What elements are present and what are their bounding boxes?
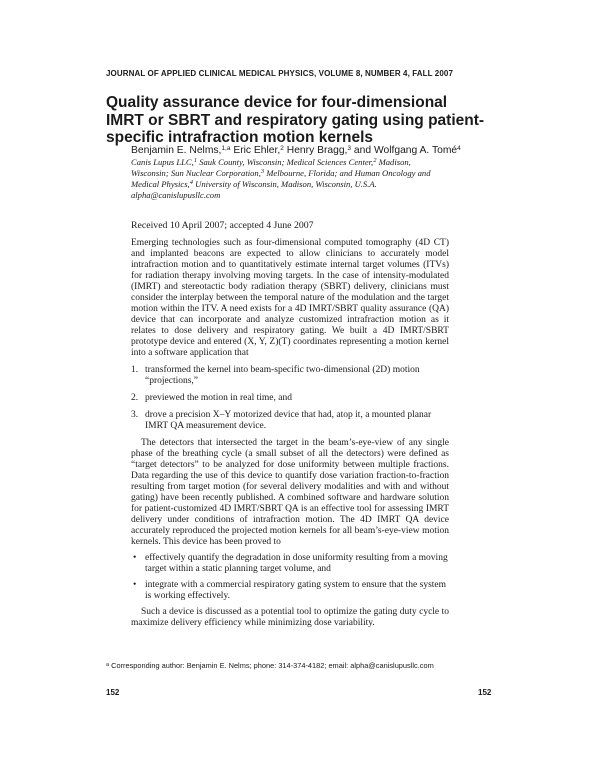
author-affiliation-marker: 3	[347, 145, 352, 152]
list-number: 1.	[131, 365, 139, 375]
bullet-icon: •	[133, 553, 137, 563]
numbered-list	[131, 365, 449, 432]
affiliations	[131, 157, 461, 201]
footnote-marker: a	[106, 662, 110, 668]
author-name: Henry Bragg,	[283, 145, 348, 156]
abstract-paragraph-1: Emerging technologies such as four-dimensional computed tomography (4D CT) and implanted beacons are expected to allow clinicians to accurately model intrafraction motion and to quantitatively estimate internal target volumes (ITVs) for radiation therapy involving moving targets. In the case of intensity-modulated (IMRT) and stereotactic body radiation therapy (SBRT) delivery, clinicians must consider the interplay between the temporal nature of the modulation and the target motion within the ITV. A need exists for a 4D IMRT/SBRT quality assurance (QA) device that can incorporate and analyze customized intrafraction motion as it relates to dose delivery and respiratory gating. We built a 4D IMRT/SBRT prototype device and entered (X, Y, Z)(T) coordinates representing a motion kernel into a software application that	[131, 238, 449, 358]
list-item-text: transformed the kernel into beam-specific two-dimensional (2D) motion “projections,”	[145, 365, 420, 386]
affiliation-marker: 1	[193, 157, 198, 164]
affiliation-line	[131, 157, 461, 168]
list-item	[131, 553, 449, 575]
affiliation-marker: 4	[189, 179, 193, 186]
author-name: Benjamin E. Nelms,	[131, 145, 222, 156]
author-name: Eric Ehler,	[230, 145, 281, 156]
author-affiliation-marker: 2	[280, 145, 284, 152]
affiliation-text: Medical Physics,	[131, 179, 190, 189]
affiliation-marker: 2	[373, 157, 377, 164]
list-number: 3.	[131, 410, 139, 420]
affiliation-text: Sauk County, Wisconsin; Medical Sciences Center,	[197, 157, 374, 167]
affiliation-marker: 3	[260, 168, 265, 175]
article-title: Quality assurance device for four-dimensional IMRT or SBRT and respiratory gating using patient-specific intrafraction motion kernels	[106, 94, 485, 146]
list-item	[131, 410, 449, 432]
affiliation-text: Madison,	[376, 157, 411, 167]
author-list	[131, 145, 471, 156]
footnote	[106, 661, 486, 670]
abstract-paragraph-2: The detectors that intersected the target in the beam’s-eye-view of any single phase of the breathing cycle (a small subset of all the detectors) were defined as “target detectors” to be analyzed for dose uniformity between multiple fractions. Data regarding the use of this device to quantify dose variation fraction-to-fraction resulting from target motion (for several delivery modalities and with and without gating) have been recently published. A combined software and hardware solution for patient-customized 4D IMRT/SBRT QA is an effective tool for assessing IMRT delivery under conditions of intrafraction motion. The 4D IMRT QA device accurately reproduced the projected motion kernels for all beam’s-eye-view motion kernels. This device has been proved to	[131, 438, 449, 547]
list-item-text: integrate with a commercial respiratory gating system to ensure that the system is working effectively.	[145, 580, 447, 601]
journal-running-header: JOURNAL OF APPLIED CLINICAL MEDICAL PHYSICS, VOLUME 8, NUMBER 4, FALL 2007	[106, 69, 454, 78]
affiliation-text: Melbourne, Florida; and Human Oncology and	[264, 168, 431, 178]
list-item	[131, 580, 449, 602]
bullet-list	[131, 553, 449, 602]
list-item-text: effectively quantify the degradation in dose uniformity resulting from a moving target within a static planning target volume, and	[145, 553, 448, 574]
abstract-paragraph-3: Such a device is discussed as a potential tool to optimize the gating duty cycle to maximize delivery efficiency while minimizing dose variability.	[131, 607, 449, 628]
footnote-text: Corresponding author: Benjamin E. Nelms; phone: 314-374-4182; email: alpha@canislupusllc.com	[109, 661, 434, 670]
received-dates: Received 10 April 2007; accepted 4 June 2007	[131, 220, 314, 231]
corresponding-email[interactable]: alpha@canislupusllc.com	[131, 190, 221, 200]
list-item	[131, 365, 449, 387]
bullet-icon: •	[133, 580, 137, 590]
list-item-text: drove a precision X–Y motorized device that had, atop it, a mounted planar IMRT QA measurement device.	[145, 410, 432, 431]
affiliation-text: University of Wisconsin, Madison, Wisconsin, U.S.A.	[192, 179, 377, 189]
author-name: and Wolfgang A. Tomé	[351, 145, 458, 156]
author-affiliation-marker: 1,a	[221, 145, 231, 152]
list-number: 2.	[131, 393, 139, 403]
affiliation-text: Wisconsin; Sun Nuclear Corporation,	[131, 168, 261, 178]
page-number-right: 152	[478, 688, 492, 697]
affiliation-text: Canis Lupus LLC,	[131, 157, 194, 167]
affiliation-line	[131, 168, 461, 179]
list-item-text: previewed the motion in real time, and	[145, 393, 292, 403]
affiliation-line	[131, 179, 461, 190]
list-item	[131, 393, 449, 404]
author-affiliation-marker: 4	[457, 145, 461, 152]
page-number-left: 152	[106, 688, 120, 697]
abstract	[131, 238, 449, 629]
